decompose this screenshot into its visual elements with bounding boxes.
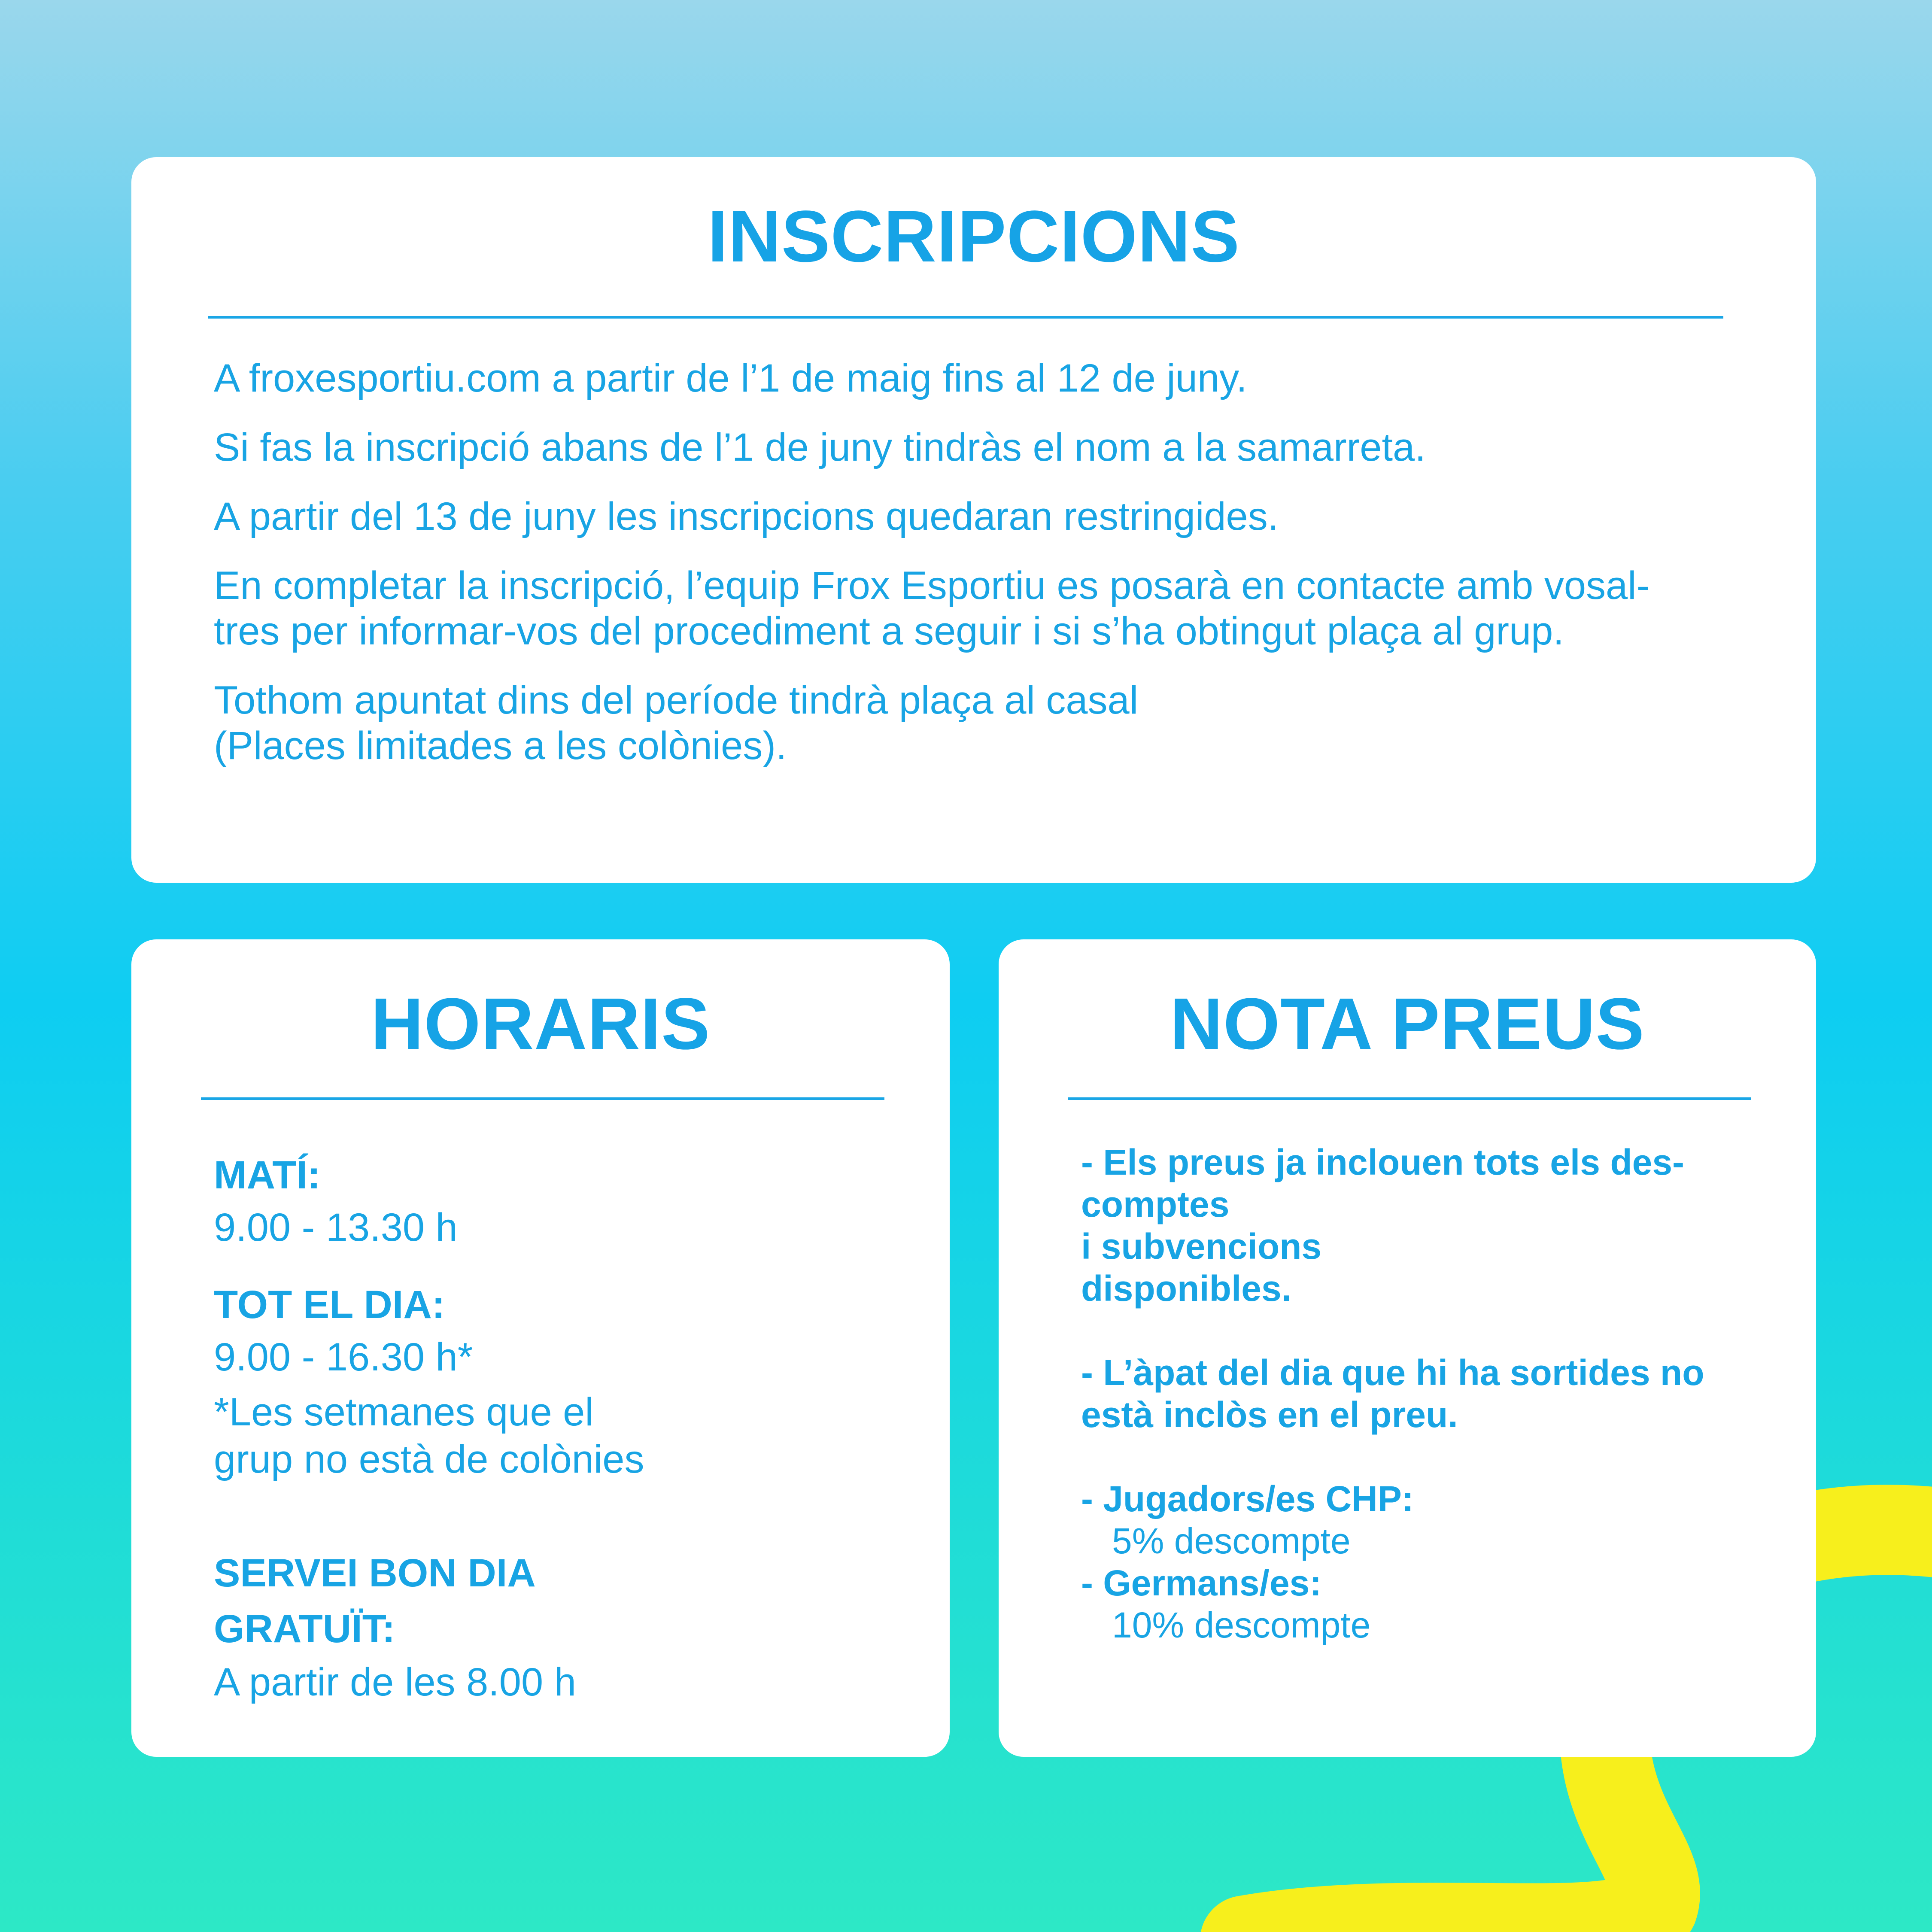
nota-preus-card bbox=[999, 939, 1816, 1757]
servei-bon-dia-label-line-2: GRATUÏT: bbox=[214, 1607, 395, 1651]
germans-discount: 10% descompte bbox=[1112, 1605, 1371, 1645]
servei-bon-dia-label-line-1: SERVEI BON DIA bbox=[214, 1551, 536, 1595]
horaris-divider bbox=[201, 1097, 884, 1100]
preus-discounts-line-3: i subvencions bbox=[1081, 1226, 1322, 1267]
nota-preus-title: NOTA PREUS bbox=[1170, 983, 1645, 1065]
preus-discounts-line-1: - Els preus ja inclouen tots els des- bbox=[1081, 1142, 1685, 1182]
jugadors-chp-label: - Jugadors/es CHP: bbox=[1081, 1479, 1414, 1519]
horaris-body bbox=[214, 1151, 922, 1706]
inscripcions-contact-line-1: En completar la inscripció, l’equip Frox Esportiu es posarà en contacte amb vosal- bbox=[214, 564, 1650, 608]
preus-meal-line-1: - L’àpat del dia que hi ha sortides no bbox=[1081, 1352, 1704, 1393]
mati-value: 9.00 - 13.30 h bbox=[214, 1206, 458, 1249]
tot-el-dia-label: TOT EL DIA: bbox=[214, 1283, 445, 1327]
inscripcions-paragraph-places bbox=[214, 677, 1759, 769]
mati-label: MATÍ: bbox=[214, 1153, 321, 1197]
inscripcions-paragraph-dates: A froxesportiu.com a partir de l’1 de maig fins al 12 de juny. bbox=[214, 356, 1247, 400]
colonies-note bbox=[214, 1388, 922, 1483]
preus-discounts-line-4: disponibles. bbox=[1081, 1268, 1292, 1309]
inscripcions-paragraph-shirt: Si fas la inscripció abans de l’1 de juny tindràs el nom a la samarreta. bbox=[214, 425, 1426, 469]
nota-preus-body bbox=[1081, 1141, 1777, 1646]
horaris-title: HORARIS bbox=[371, 983, 711, 1065]
inscripcions-body bbox=[214, 355, 1759, 792]
servei-bon-dia-value: A partir de les 8.00 h bbox=[214, 1660, 576, 1704]
germans-label: - Germans/es: bbox=[1081, 1563, 1322, 1603]
inscripcions-paragraph-contact bbox=[214, 563, 1759, 654]
inscripcions-card bbox=[131, 157, 1816, 883]
inscripcions-divider bbox=[208, 316, 1723, 319]
inscripcions-contact-line-2: tres per informar-vos del procediment a seguir i si s’ha obtingut plaça al grup. bbox=[214, 609, 1564, 653]
inscripcions-places-line-2: (Places limitades a les colònies). bbox=[214, 724, 787, 768]
preus-meal-line-2: està inclòs en el preu. bbox=[1081, 1394, 1458, 1435]
nota-preus-divider bbox=[1068, 1097, 1751, 1100]
tot-el-dia-value: 9.00 - 16.30 h* bbox=[214, 1335, 473, 1379]
inscripcions-places-line-1: Tothom apuntat dins del període tindrà plaça al casal bbox=[214, 678, 1139, 722]
colonies-note-line-2: grup no està de colònies bbox=[214, 1437, 644, 1481]
preus-discounts-line-2: comptes bbox=[1081, 1184, 1230, 1224]
jugadors-chp-discount: 5% descompte bbox=[1112, 1521, 1351, 1561]
colonies-note-line-1: *Les setmanes que el bbox=[214, 1390, 594, 1434]
servei-bon-dia-label bbox=[214, 1549, 922, 1653]
horaris-card bbox=[131, 939, 950, 1757]
inscripcions-title: INSCRIPCIONS bbox=[708, 196, 1240, 277]
inscripcions-paragraph-restricted: A partir del 13 de juny les inscripcions quedaran restringides. bbox=[214, 495, 1279, 538]
